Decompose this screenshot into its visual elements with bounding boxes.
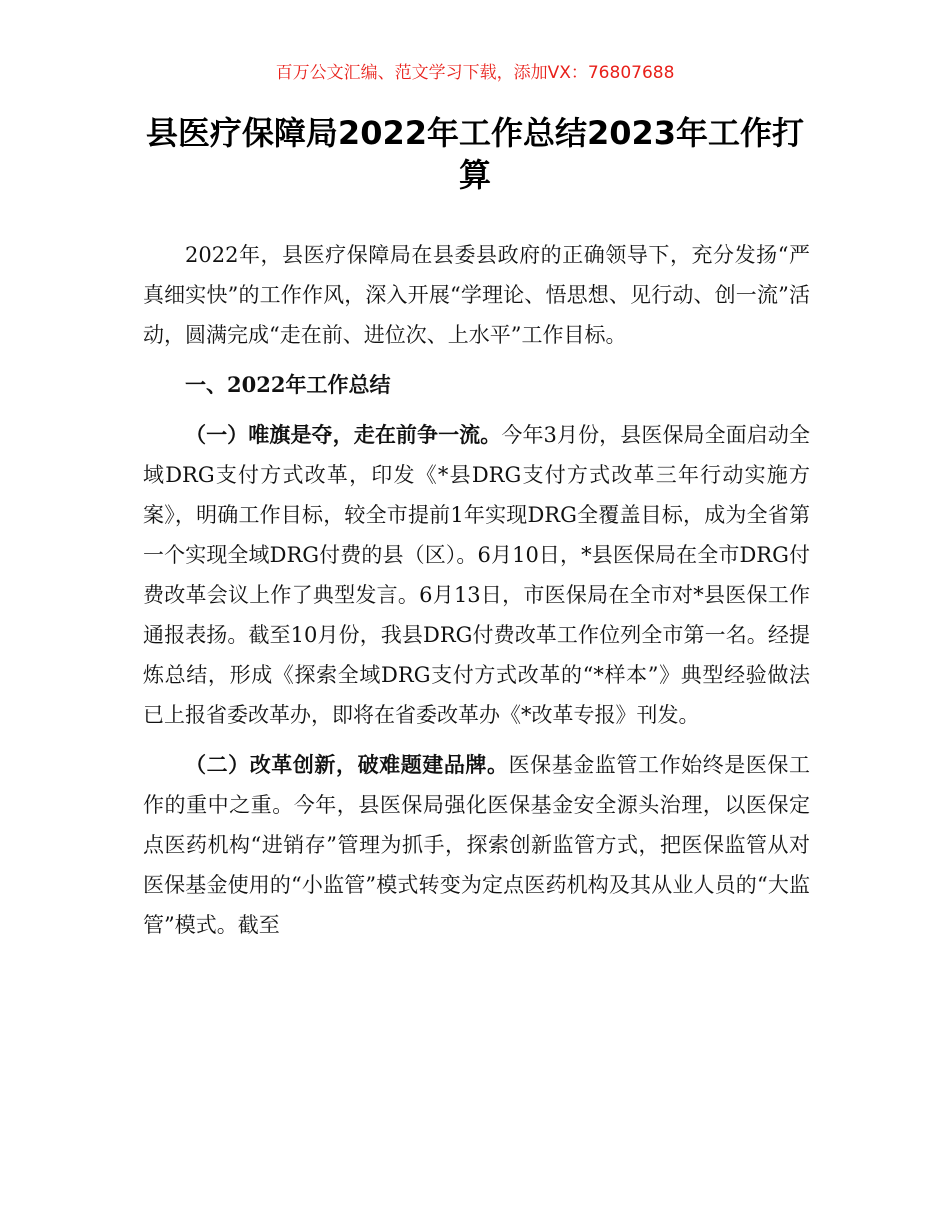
item-1-lead: （一）唯旗是夺，走在前争一流。 bbox=[185, 422, 502, 447]
item-1-text: 今年3月份，县医保局全面启动全域DRG支付方式改革，印发《*县DRG支付方式改革三年行动实施方案》，明确工作目标，较全市提前1年实现DRG全覆盖目标，成为全省第一个实现全域DRG付费的县（区）。6月10日，*县医保局在全市DRG付费改革会议上作了典型发言。6月13日，市医保局在全市对*县医保工作通报表扬。截至10月份，我县DRG付费改革工作位列全市第一名。经提炼总结，形成《探索全域DRG支付方式改革的“*样本”》典型经验做法已上报省委改革办，即将在省委改革办《*改革专报》刊发。 bbox=[143, 423, 810, 727]
paragraph-item-1 bbox=[143, 415, 810, 735]
intro-paragraph: 2022年，县医疗保障局在县委县政府的正确领导下，充分发扬“严真细实快”的工作作风，深入开展“学理论、悟思想、见行动、创一流”活动，圆满完成“走在前、进位次、上水平”工作目标。 bbox=[143, 243, 810, 347]
document-title: 县医疗保障局2022年工作总结2023年工作打算 bbox=[145, 114, 805, 194]
header-watermark-note: 百万公文汇编、范文学习下载，添加VX：76807688 bbox=[275, 63, 675, 83]
item-2-text: 医保基金监管工作始终是医保工作的重中之重。今年，县医保局强化医保基金安全源头治理，以医保定点医药机构“进销存”管理为抓手，探索创新监管方式，把医保监管从对医保基金使用的“小监管”模式转变为定点医药机构及其从业人员的“大监管”模式。截至 bbox=[143, 753, 811, 937]
paragraph-item-2 bbox=[143, 745, 810, 945]
section-heading: 一、2022年工作总结 bbox=[185, 372, 391, 397]
document-body bbox=[143, 235, 810, 945]
item-2-lead: （二）改革创新，破难题建品牌。 bbox=[185, 752, 509, 777]
